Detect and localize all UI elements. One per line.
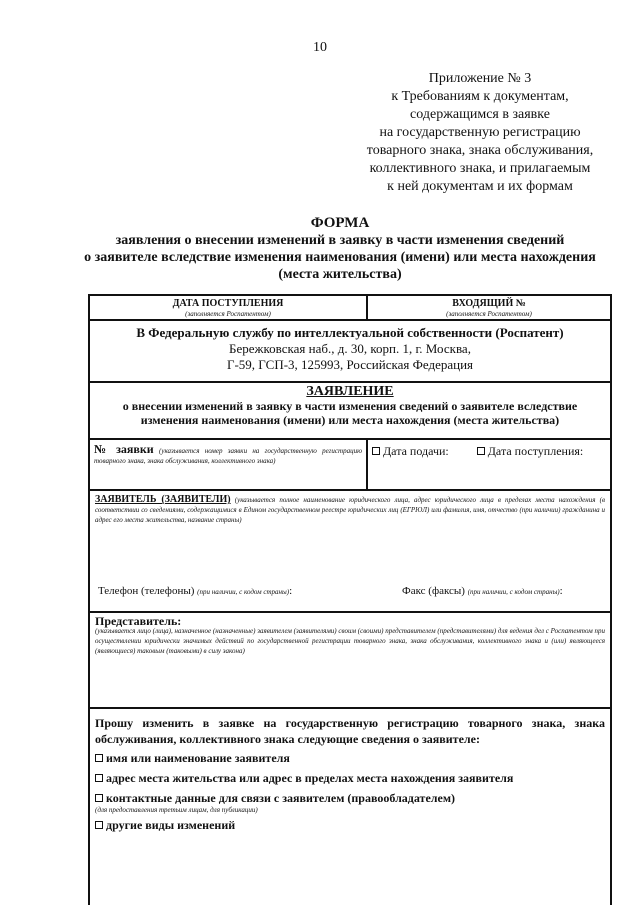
dates-cell xyxy=(368,440,610,489)
receipt-date-label: ДАТА ПОСТУПЛЕНИЯ xyxy=(172,298,284,309)
option-label: другие виды изменений xyxy=(106,818,236,832)
fax-hint: (при наличии, с кодом страны) xyxy=(467,588,560,596)
phone-hint: (при наличии, с кодом страны) xyxy=(197,588,290,596)
addressee-address: Г-59, ГСП-3, 125993, Российская Федерация xyxy=(226,357,474,372)
representative-label: Представитель: xyxy=(95,614,182,628)
receipt-date-cell[interactable] xyxy=(90,296,368,319)
addressee-row xyxy=(90,321,610,383)
request-text: Прошу изменить в заявке на государственную регистрацию товарного знака, знака обслуживания, коллективного знака следующие сведения о заявителе: xyxy=(95,716,605,746)
appendix-line: товарного знака, знака обслуживания, xyxy=(366,143,594,158)
receipt-date-option[interactable] xyxy=(477,444,583,489)
incoming-number-hint: (заполняется Роспатентом) xyxy=(446,310,532,318)
phone-field[interactable]: Телефон (телефоны) (при наличии, с кодом страны): xyxy=(98,585,293,597)
appendix-line: содержащимся в заявке xyxy=(410,107,550,122)
checkbox[interactable] xyxy=(95,774,103,782)
representative-hint: (указывается лицо (лица), назначенное (назначенные) заявителем (заявителями) своим (своими) представителем (представителями) для ведения дел с Роспатентом при осуществлении юридически значимых действий по государственной регистрации товарного знака, знака обслуживания, коллективного знака и (или) являющееся (являющиеся) таковым (таковыми) в силу закона) xyxy=(95,627,605,655)
incoming-number-label: ВХОДЯЩИЙ № xyxy=(452,298,526,309)
form-title xyxy=(70,215,610,283)
statement-title: ЗАЯВЛЕНИЕ xyxy=(306,384,394,399)
appendix-line: Приложение № 3 xyxy=(428,71,532,86)
request-row xyxy=(90,709,610,839)
phone-label: Телефон (телефоны) xyxy=(98,585,195,597)
form-title-line: (места жительства) xyxy=(278,267,402,282)
option-label: адрес места жительства или адрес в пределах места нахождения заявителя xyxy=(106,771,514,785)
option-label: имя или наименование заявителя xyxy=(106,751,290,765)
appendix-line: к Требованиям к документам, xyxy=(391,89,569,104)
form-title-line: о заявителе вследствие изменения наименования (имени) или места нахождения xyxy=(84,250,596,265)
receipt-date-option-label: Дата поступления: xyxy=(487,444,584,458)
form-heading: ФОРМА xyxy=(310,215,370,231)
checkbox[interactable] xyxy=(372,447,380,455)
change-option-other[interactable] xyxy=(95,817,605,833)
filing-date-option[interactable] xyxy=(372,444,449,489)
receipt-row xyxy=(90,296,610,321)
checkbox[interactable] xyxy=(95,754,103,762)
form-title-line: заявления о внесении изменений в заявку в части изменения сведений xyxy=(115,233,565,248)
addressee-address: Бережковская наб., д. 30, корп. 1, г. Москва, xyxy=(229,341,471,356)
statement-line: изменения наименования (имени) или места нахождения (места жительства) xyxy=(140,413,560,427)
contact-hint: (для предоставления третьим лицам, для публикации) xyxy=(95,806,258,814)
option-label: контактные данные для связи с заявителем (правообладателем) xyxy=(106,791,456,805)
page-number: 10 xyxy=(313,40,327,55)
applicant-hint: (указывается полное наименование юридического лица, адрес юридического лица в пределах места нахождения (в соответствии со сведениями, содержащимися в Едином государственном реестре юридических лиц (ЕГРЮЛ) или фамилия, имя, отчество (при наличии) гражданина и адрес его места жительства, название страны) xyxy=(95,496,605,524)
change-option-address[interactable] xyxy=(95,770,605,786)
incoming-number-cell[interactable] xyxy=(368,296,610,319)
change-option-name[interactable] xyxy=(95,750,605,766)
checkbox[interactable] xyxy=(477,447,485,455)
appendix-block xyxy=(360,70,600,196)
application-row xyxy=(90,440,610,491)
addressee-name: В Федеральную службу по интеллектуальной собственности (Роспатент) xyxy=(136,325,564,340)
application-number-hint: (указывается номер заявки на государственную регистрацию товарного знака, знака обслуживания, коллективного знака) xyxy=(94,447,363,465)
filing-date-label: Дата подачи: xyxy=(383,444,449,458)
appendix-line: коллективного знака, и прилагаемым xyxy=(369,161,591,176)
change-option-contacts[interactable] xyxy=(95,790,605,814)
appendix-line: к ней документам и их формам xyxy=(387,179,573,194)
applicant-label: ЗАЯВИТЕЛЬ (ЗАЯВИТЕЛИ) xyxy=(95,494,231,505)
applicant-row[interactable] xyxy=(90,491,610,613)
form-frame xyxy=(88,294,612,905)
application-number-label: № заявки xyxy=(94,442,154,456)
statement-line: о внесении изменений в заявку в части изменения сведений о заявителе вследствие xyxy=(122,399,578,413)
fax-field[interactable]: Факс (факсы) (при наличии, с кодом страны): xyxy=(402,585,563,597)
checkbox[interactable] xyxy=(95,821,103,829)
statement-row xyxy=(90,383,610,440)
appendix-line: на государственную регистрацию xyxy=(379,125,581,140)
receipt-date-hint: (заполняется Роспатентом) xyxy=(185,310,271,318)
representative-row[interactable] xyxy=(90,613,610,709)
fax-label: Факс (факсы) xyxy=(402,585,465,597)
checkbox[interactable] xyxy=(95,794,103,802)
application-number-field[interactable] xyxy=(90,440,368,489)
